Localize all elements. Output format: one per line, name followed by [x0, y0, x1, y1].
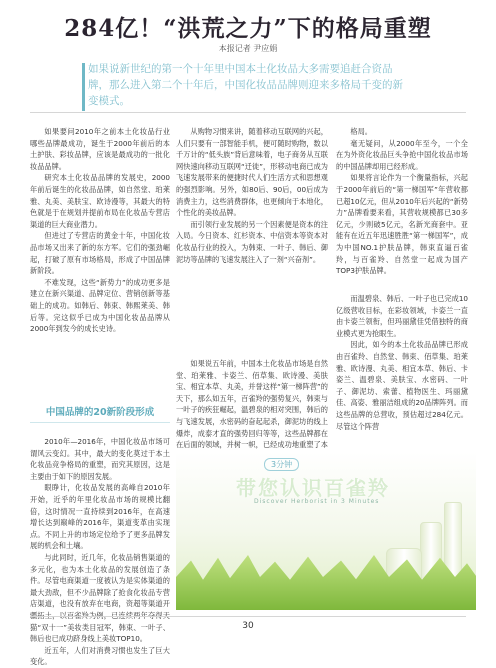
column-1 [30, 126, 170, 335]
paragraph: 如果说五年前，中国本土化妆品市场是自然堂、珀莱雅、卡姿兰、佰草集、欧诗漫、美肤宝、相宜本草、丸美，并誉这样“第一梯阵营”的天下，那么如五年，百雀羚的强势复兴，韩束与一叶子的疾狂崛起，温碧泉的相对突围，韩后的与飞速发展，水密码的奋起起杀，御泥坊的线上爆炸，成泰才直的强势回归等等，这些品牌都在在后面的领域，并树一帜，已经成功地重塑了本 [176, 359, 328, 450]
paragraph: 毫无疑问，从2000年至今，一个全在为外资化妆品巨头争抢中国化妆品市场的中国品牌却用已经形成。 [336, 138, 468, 171]
paragraph: 因此，如今的本土化妆品品牌已形成由百雀羚、自然堂、韩束、佰草集、珀莱雅、欧诗漫、丸美、相宜本草、韩后、卡姿兰、温碧泉、美肤宝、水密码、一叶子、御泥坊、索蕾、植物医生、玛丽黛佳、高姿、雅丽洁组成的20品牌阵列。而这些品牌的总营收，预估超过284亿元。尽管这个阵营 [336, 340, 468, 431]
column-3-lower [336, 293, 468, 432]
ad-subtitle: Discover Herborist in 3 Minutes [254, 498, 380, 505]
advertisement-image [176, 452, 476, 610]
column-1-lower [30, 436, 170, 668]
column-2-lower [176, 358, 328, 462]
paragraph: 研究本土化妆品品牌的发展史，2000年前后诞生的化妆品品牌，如自然堂、珀莱雅、丸美、美肤宝、欧诗漫等，其最大的特色就是于在规划并提前布局在化妆品专营店渠道的巨大商业潜力。 [30, 173, 170, 229]
paragraph: 从购物习惯来讲，随着移动互联网的兴起，人们只要有一部智能手机，便可随时购物，数以千万计的“低头族”背后意味着，电子商务从互联网快速向移动互联网“迁徙”，形移动电商已成为飞速发展带来的便捷时代人们生活方式和思想观的强烈影响。另外，如80后、90后，00后成为消费主力，这些消费群体，也更倾向于本地化，个性化的美妆品牌。 [176, 127, 328, 218]
subheading-rule [30, 422, 170, 423]
paragraph: 而引领行业发展的另一个因素便是资本的注入局。今日资本、红杉资本、中信资本等资本对化妆品行业的投入，为韩束、一叶子、韩后、御泥坊等品牌的飞速发展注入了一剂“兴奋剂”。 [176, 219, 328, 264]
top-divider [30, 112, 466, 113]
paragraph: 如果要问2010年之前本土化妆品行业哪些品牌最成功，诞生于2000年前后的本土护肤、彩妆品牌，应该是最成功的一批化妆品品牌。 [30, 127, 170, 171]
paragraph: 格局。 [350, 127, 372, 136]
lead-accent-bar [82, 63, 85, 111]
paragraph: 不难发现，这些“新势力”的成功更多是建立在新兴渠道、品牌定位、营销创新等基础上的成功。如韩后、韩束、韩熙莱美、韩后等。完这似乎已成为中国化妆品品牌从2000年到发今的成长史诗。 [30, 277, 170, 334]
paragraph: 与此同时，近几年，化妆品销售渠道的多元化，也为本土化妆品的发展创造了条件。尽管电商渠道一度被认为是实体渠道的最大劲敌，但不少品牌除了抢食化妆品专营店渠道，也没有放弃在电商，资超等渠道开 猫“双十一”美妆类目冠军，韩束、一叶子、韩后也已成功跻身线上美妆TOP10。 [30, 552, 170, 644]
paragraph: 而温碧泉、韩后、一叶子也已完成10亿级营收目标，在彩妆领域，卡姿兰一直由卡姿兰领衔，但玛丽黛佳凭借独特的商业模式更为抢眼生。 [336, 294, 468, 338]
paragraph: 近五年，人们对消费习惯也发生了巨大变化。 [30, 645, 170, 667]
column-2 [176, 126, 328, 265]
paragraph: 眼睁计，化妆品发展的高峰自2010年开始，近乎的年里化妆品市场的规模比翻倍，这时情况一直持续到2016年，在高速增长达到巅峰的2016年，渠道变革由实现点。不同上升的市场定位给予了更多品牌发展的机会和土壤。 [30, 483, 170, 551]
ad-badge: 3分钟 [264, 458, 299, 471]
paragraph: 2010年—2016年，中国化妆品市场可谓风云变幻。其中，最大的变化莫过于本土化妆品竞争格局的重塑，而究其原因，这是主要由于如下的原因发展。 [30, 437, 170, 481]
section-subheading: 中国品牌的20新阶段形成 [45, 407, 155, 418]
page-number: 30 [242, 621, 254, 631]
lead-block [88, 61, 408, 109]
column-3 [336, 126, 468, 277]
bottom-divider [30, 616, 466, 617]
paragraph: 如果将言论作为一个衡量指标，兴起于2000年前后的“第一梯国军”年营收都已超10亿元，但从2010年后兴起的“新势力”品牌看要来看，其营收规模都已30多亿元，少则破5亿元，名新光商套中。亚能有在近五年迅速胜胜“第一梯国军”，成为中国NO.1护肤品牌，韩束直逼百雀羚，与百雀羚、自然堂一起成为国产TOP3护肤品牌。 [336, 173, 468, 276]
lead-paragraph: 如果说新世纪的第一个十年里中国本土化妆品大多需要追赶合资品牌，那么进入第二个十年后，中国化妆品品牌则迎来多格局千变的新变模式。 [88, 63, 403, 107]
author-byline: 本报记者 尹应娟 [218, 44, 278, 53]
ad-title: 带您认识百雀羚 [236, 476, 390, 500]
article-title: 284亿！“洪荒之力”下的格局重塑 [64, 15, 432, 42]
paragraph: 但进过了专营店的黄金十年，中国化妆品市场又出来了新的东方军。它们的强劲崛起，打破了原有市场格局，形成了中国品牌新阶段。 [30, 231, 170, 276]
